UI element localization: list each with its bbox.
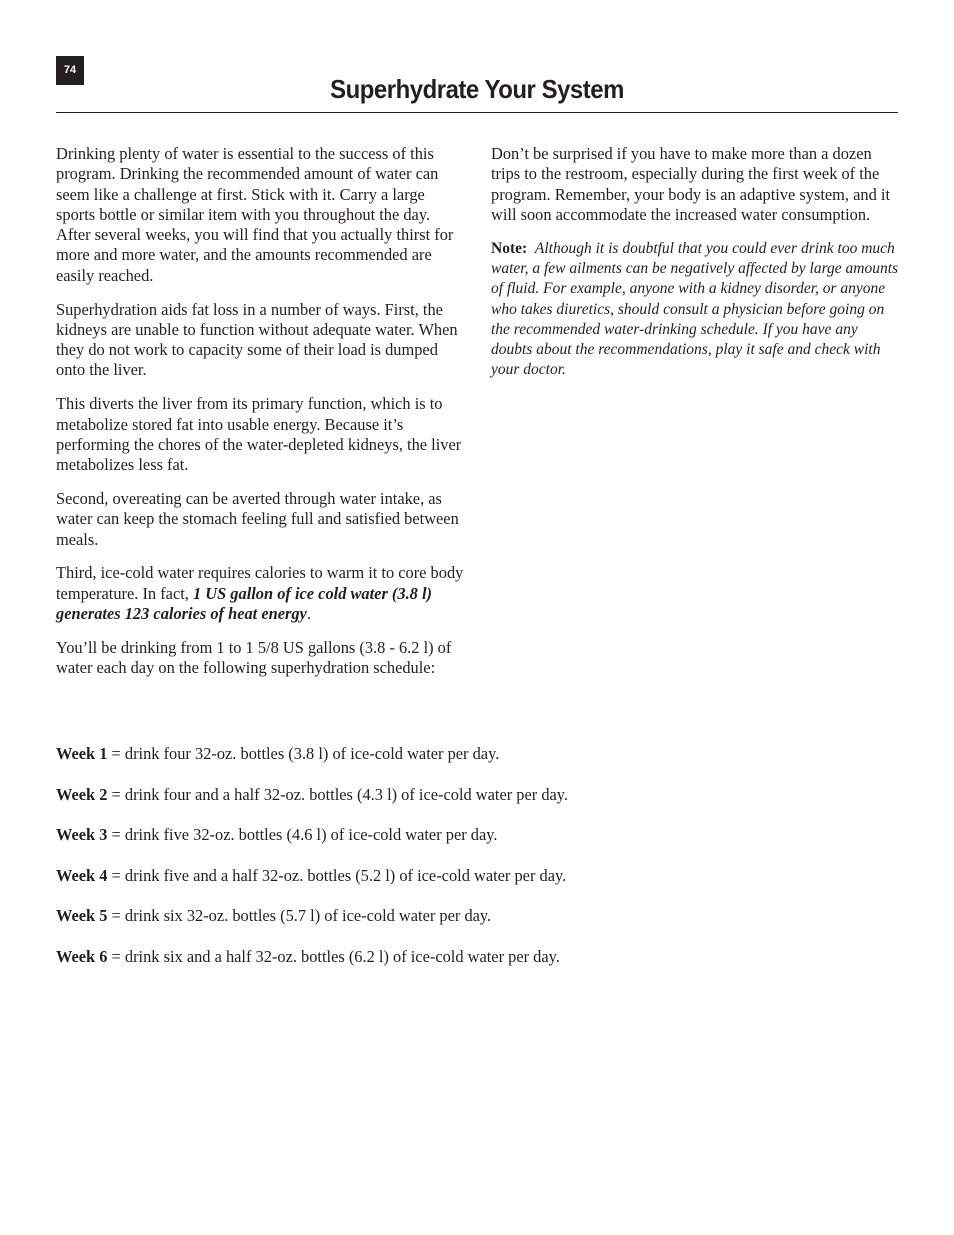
note-label: Note:	[491, 239, 528, 257]
note-paragraph	[491, 239, 901, 381]
right-column	[491, 144, 901, 394]
intro-paragraph: Drinking plenty of water is essential to the success of this program. Drinking the recommended amount of water can seem like a challenge at first. Stick with it. Carry a large sports bottle or similar item with you throughout the day. After several weeks, you will find that you actually thirst for more and more water, and the amounts recommended are easily reached.	[56, 144, 454, 285]
ice-cold-paragraph	[56, 563, 466, 624]
week-instruction: = drink six 32-oz. bottles (5.7 l) of ice-cold water per day.	[107, 906, 492, 925]
hydration-schedule	[56, 744, 898, 987]
week-label: Week 4	[56, 865, 108, 885]
heat-energy-emphasis: 1 US gallon of ice cold water (3.8 l) generates 123 calories of heat energy	[56, 583, 432, 623]
week-label: Week 1	[56, 744, 108, 763]
schedule-item	[56, 825, 898, 866]
week-instruction: = drink four and a half 32-oz. bottles (4.3 l) of ice-cold water per day.	[107, 784, 569, 804]
week-instruction: = drink four 32-oz. bottles (3.8 l) of ice-cold water per day.	[107, 744, 500, 763]
note-text: Although it is doubtful that you could ever drink too much water, a few ailments can be negatively affected by large amounts of fluid. For example, anyone with a kidney disorder, or anyone who takes diuretics, should consult a physician before going on the recommended water-drinking schedule. If you have any doubts about the recommendations, play it safe and check with your doctor.	[491, 239, 899, 379]
schedule-item	[56, 744, 898, 785]
page-title: Superhydrate Your System	[330, 74, 624, 104]
week-instruction: = drink five 32-oz. bottles (4.6 l) of ice-cold water per day.	[107, 825, 498, 844]
left-column	[56, 144, 466, 692]
week-label: Week 3	[56, 825, 108, 844]
schedule-item	[56, 866, 898, 907]
schedule-item	[56, 785, 898, 826]
fat-loss-paragraph: Superhydration aids fat loss in a number of ways. First, the kidneys are unable to function without adequate water. When they do not work to capacity some of their load is dumped onto the liver.	[56, 299, 458, 380]
title-divider	[56, 112, 898, 113]
week-instruction: = drink six and a half 32-oz. bottles (6.2 l) of ice-cold water per day.	[107, 946, 560, 966]
restroom-paragraph: Don’t be surprised if you have to make more than a dozen trips to the restroom, especially during the first week of the program. Remember, your body is an adaptive system, and it will soon accommodate the increased water consumption.	[491, 144, 891, 224]
schedule-item	[56, 947, 898, 988]
week-label: Week 5	[56, 906, 108, 925]
liver-paragraph: This diverts the liver from its primary function, which is to metabolize stored fat into usable energy. Because it’s performing the chores of the water-depleted kidneys, the liver metabolizes less fat.	[56, 394, 462, 475]
week-instruction: = drink five and a half 32-oz. bottles (5.2 l) of ice-cold water per day.	[107, 865, 567, 885]
schedule-intro-paragraph: You’ll be drinking from 1 to 1 5/8 US gallons (3.8 - 6.2 l) of water each day on the following superhydration schedule:	[56, 637, 452, 678]
schedule-item	[56, 906, 898, 947]
ice-cold-end: .	[306, 603, 311, 623]
week-label: Week 6	[56, 946, 108, 966]
overeating-paragraph: Second, overeating can be averted through water intake, as water can keep the stomach feeling full and satisfied between meals.	[56, 488, 459, 549]
ice-cold-lead: Third, ice-cold water requires calories to warm it to core body temperature. In fact,	[56, 563, 464, 603]
week-label: Week 2	[56, 784, 108, 804]
page-number: 74	[56, 56, 84, 85]
